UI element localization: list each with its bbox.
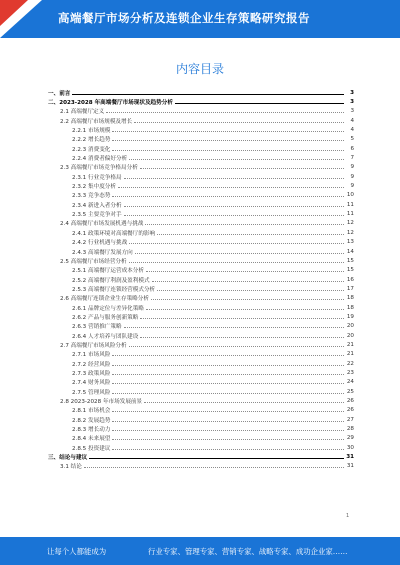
toc-entry-page: 15 (346, 257, 354, 264)
toc-entry-page: 29 (346, 435, 354, 442)
toc-leader-dots (112, 374, 344, 375)
toc-entry-page: 16 (346, 276, 354, 283)
toc-entry-page: 21 (346, 351, 354, 358)
toc-leader-dots (157, 290, 344, 291)
toc-entry[interactable] (48, 135, 354, 144)
toc-entry-label: 2.6.3 营销推广策略 (72, 324, 122, 331)
toc-leader-dots (112, 393, 344, 394)
toc-leader-dots (140, 168, 344, 169)
header-red-triangle (0, 0, 28, 26)
toc-entry-page: 12 (346, 229, 354, 236)
toc-entry-label: 2.6.1 品牌定位与差异化策略 (72, 305, 144, 312)
toc-entry[interactable] (48, 97, 354, 106)
toc-entry-page: 20 (346, 332, 354, 339)
toc-entry-page: 15 (346, 267, 354, 274)
toc-entry[interactable] (48, 172, 354, 181)
toc-leader-dots (146, 309, 344, 310)
toc-entry-label: 2.4.1 政策环境对高端餐厅的影响 (72, 230, 156, 237)
toc-entry[interactable] (48, 266, 354, 275)
toc-leader-dots (144, 402, 344, 403)
toc-entry[interactable] (48, 144, 354, 153)
toc-entry-label: 2.8.3 增长动力 (72, 427, 111, 434)
toc-entry[interactable] (48, 462, 354, 471)
toc-entry[interactable] (48, 387, 354, 396)
toc-entry-page: 25 (346, 388, 354, 395)
toc-entry[interactable] (48, 191, 354, 200)
toc-entry[interactable] (48, 303, 354, 312)
toc-entry-label: 2.6.2 产品与服务创新策略 (72, 314, 139, 321)
toc-entry-label: 2.4 高端餐厅市场发展机遇与挑战 (60, 221, 144, 228)
footer-slogan-left: 让每个人都能成为 (47, 547, 107, 556)
toc-entry-page: 11 (346, 211, 354, 218)
toc-leader-dots (129, 243, 344, 244)
toc-entry[interactable] (48, 209, 354, 218)
toc-entry-label: 2.5.2 高端餐厅利润及盈利模式 (72, 277, 150, 284)
toc-entry-label: 二、2023-2028 年高端餐厅市场现状及趋势分析 (48, 100, 173, 107)
toc-leader-dots (124, 215, 344, 216)
toc-leader-dots (112, 449, 344, 450)
toc-entry[interactable] (48, 116, 354, 125)
toc-entry-label: 2.3.5 主要竞争对手 (72, 212, 122, 219)
header-bar (0, 0, 400, 38)
toc-entry[interactable] (48, 181, 354, 190)
toc-entry-label: 3.1 结论 (60, 464, 82, 471)
toc-entry-page: 18 (346, 295, 354, 302)
toc-entry-label: 2.2.4 消费者偏好分析 (72, 156, 128, 163)
toc-entry-page: 3 (350, 108, 354, 115)
toc-entry[interactable] (48, 163, 354, 172)
toc-entry-page: 24 (346, 379, 354, 386)
toc-leader-dots (89, 458, 344, 459)
toc-entry-label: 2.2.1 市场规模 (72, 128, 111, 135)
toc-entry[interactable] (48, 368, 354, 377)
toc-entry[interactable] (48, 247, 354, 256)
toc-entry-page: 7 (350, 155, 354, 162)
toc-entry[interactable] (48, 238, 354, 247)
toc-heading: 内容目录 (175, 62, 224, 76)
toc-entry-label: 2.7.2 经营风险 (72, 361, 111, 368)
toc-entry-label: 2.3.3 竞争态势 (72, 193, 111, 200)
toc-entry-label: 2.3 高端餐厅市场竞争格局分析 (60, 165, 138, 172)
toc-leader-dots (112, 140, 344, 141)
toc-leader-dots (112, 411, 344, 412)
toc-entry[interactable] (48, 228, 354, 237)
toc-entry-label: 2.5 高端餐厅市场经营分析 (60, 258, 127, 265)
toc-entry-label: 2.8 2023-2028 年市场发展前景 (60, 399, 143, 406)
toc-entry[interactable] (48, 359, 354, 368)
toc-leader-dots (129, 159, 344, 160)
toc-entry-label: 2.8.2 发展趋势 (72, 417, 111, 424)
toc-entry[interactable] (48, 406, 354, 415)
toc-leader-dots (112, 421, 344, 422)
toc-entry-page: 26 (346, 398, 354, 405)
toc-entry[interactable] (48, 322, 354, 331)
toc-entry-page: 6 (350, 145, 354, 152)
toc-entry-label: 2.6.4 人才培养与团队建设 (72, 333, 139, 340)
toc-entry-label: 2.2 高端餐厅市场规模及增长 (60, 118, 133, 125)
toc-leader-dots (106, 112, 344, 113)
toc-entry[interactable] (48, 415, 354, 424)
toc-entry-page: 19 (346, 313, 354, 320)
toc-entry-label: 2.7 高端餐厅市场风险分析 (60, 342, 127, 349)
page-number: 1 (346, 513, 350, 519)
toc-entry[interactable] (48, 396, 354, 405)
table-of-contents (48, 88, 354, 471)
footer-bar (0, 537, 400, 565)
toc-entry[interactable] (48, 331, 354, 340)
toc-leader-dots (175, 103, 344, 104)
toc-entry-label: 2.4.3 高端餐厅发展方向 (72, 249, 133, 256)
toc-leader-dots (140, 318, 344, 319)
toc-entry-label: 2.6 高端餐厅连锁企业生存策略分析 (60, 296, 149, 303)
toc-entry[interactable] (48, 340, 354, 349)
footer-slogan-right: 行业专家、管理专家、营销专家、战略专家、成功企业家…… (148, 547, 348, 556)
toc-entry-page: 14 (346, 248, 354, 255)
toc-entry-page: 21 (346, 341, 354, 348)
toc-entry[interactable] (48, 434, 354, 443)
toc-entry-label: 一、前言 (48, 90, 71, 97)
toc-entry-page: 26 (346, 407, 354, 414)
toc-entry-page: 5 (350, 136, 354, 143)
toc-entry-label: 2.8.1 市场机会 (72, 408, 111, 415)
toc-entry-label: 2.3.1 行业竞争格局 (72, 174, 122, 181)
toc-entry-page: 27 (346, 416, 354, 423)
toc-leader-dots (112, 430, 344, 431)
toc-leader-dots (124, 206, 344, 207)
toc-entry-label: 2.7.1 市场风险 (72, 352, 111, 359)
toc-entry[interactable] (48, 219, 354, 228)
toc-entry-label: 2.2.3 消费变化 (72, 146, 111, 153)
toc-entry-page: 9 (350, 173, 354, 180)
toc-entry[interactable] (48, 284, 354, 293)
toc-entry-page: 13 (346, 239, 354, 246)
toc-leader-dots (72, 94, 344, 95)
toc-leader-dots (112, 131, 344, 132)
toc-entry-page: 4 (350, 117, 354, 124)
toc-entry-label: 2.8.4 未来展望 (72, 436, 111, 443)
report-title: 高端餐厅市场分析及连锁企业生存策略研究报告 (58, 11, 310, 25)
toc-entry-page: 23 (346, 369, 354, 376)
toc-entry-page: 18 (346, 304, 354, 311)
toc-entry-page: 28 (346, 426, 354, 433)
toc-entry-label: 2.4.2 行业机遇与挑战 (72, 240, 128, 247)
toc-entry-label: 2.3.4 新进入者分析 (72, 202, 122, 209)
toc-entry[interactable] (48, 107, 354, 116)
toc-entry[interactable] (48, 275, 354, 284)
toc-entry[interactable] (48, 378, 354, 387)
toc-entry-label: 2.7.4 财务风险 (72, 380, 111, 387)
toc-entry-page: 9 (350, 183, 354, 190)
toc-entry-page: 3 (350, 89, 354, 96)
toc-leader-dots (145, 224, 344, 225)
toc-entry-page: 4 (350, 127, 354, 134)
toc-leader-dots (112, 150, 344, 151)
toc-leader-dots (124, 327, 344, 328)
toc-entry[interactable] (48, 312, 354, 321)
toc-leader-dots (118, 187, 344, 188)
toc-leader-dots (112, 365, 344, 366)
toc-leader-dots (157, 234, 344, 235)
toc-leader-dots (124, 178, 344, 179)
toc-entry[interactable] (48, 153, 354, 162)
toc-leader-dots (84, 467, 344, 468)
toc-leader-dots (140, 337, 344, 338)
toc-entry-label: 2.8.5 投资建议 (72, 445, 111, 452)
toc-entry[interactable] (48, 256, 354, 265)
toc-entry-page: 22 (346, 360, 354, 367)
toc-entry-label: 2.5.1 高端餐厅运营成本分析 (72, 268, 144, 275)
toc-entry-label: 2.1 高端餐厅定义 (60, 109, 105, 116)
toc-entry-label: 三、结论与建议 (48, 455, 88, 462)
toc-entry-page: 10 (346, 192, 354, 199)
toc-entry[interactable] (48, 443, 354, 452)
toc-leader-dots (112, 196, 344, 197)
toc-entry-page: 12 (346, 220, 354, 227)
toc-entry-page: 17 (346, 285, 354, 292)
toc-entry[interactable] (48, 350, 354, 359)
toc-entry-label: 2.5.3 高端餐厅连锁经营模式分析 (72, 286, 156, 293)
toc-leader-dots (146, 271, 344, 272)
toc-leader-dots (112, 355, 344, 356)
toc-leader-dots (129, 346, 344, 347)
toc-entry-page: 3 (350, 99, 354, 106)
toc-entry-label: 2.7.3 政策风险 (72, 370, 111, 377)
toc-entry[interactable] (48, 452, 354, 461)
toc-entry-page: 30 (346, 444, 354, 451)
toc-entry-page: 20 (346, 323, 354, 330)
toc-entry-page: 31 (346, 454, 354, 461)
toc-leader-dots (134, 122, 344, 123)
toc-entry[interactable] (48, 88, 354, 97)
toc-entry-page: 31 (346, 463, 354, 470)
toc-entry-label: 2.3.2 集中度分析 (72, 184, 116, 191)
toc-entry-label: 2.7.5 管理风险 (72, 389, 111, 396)
toc-entry-label: 2.2.2 增长趋势 (72, 137, 111, 144)
toc-leader-dots (129, 262, 344, 263)
toc-entry[interactable] (48, 200, 354, 209)
toc-leader-dots (152, 281, 344, 282)
toc-entry-page: 9 (350, 164, 354, 171)
toc-leader-dots (151, 299, 344, 300)
toc-entry[interactable] (48, 125, 354, 134)
toc-leader-dots (135, 253, 344, 254)
toc-entry[interactable] (48, 424, 354, 433)
toc-entry-page: 11 (346, 201, 354, 208)
toc-leader-dots (112, 439, 344, 440)
toc-entry[interactable] (48, 294, 354, 303)
toc-leader-dots (112, 383, 344, 384)
